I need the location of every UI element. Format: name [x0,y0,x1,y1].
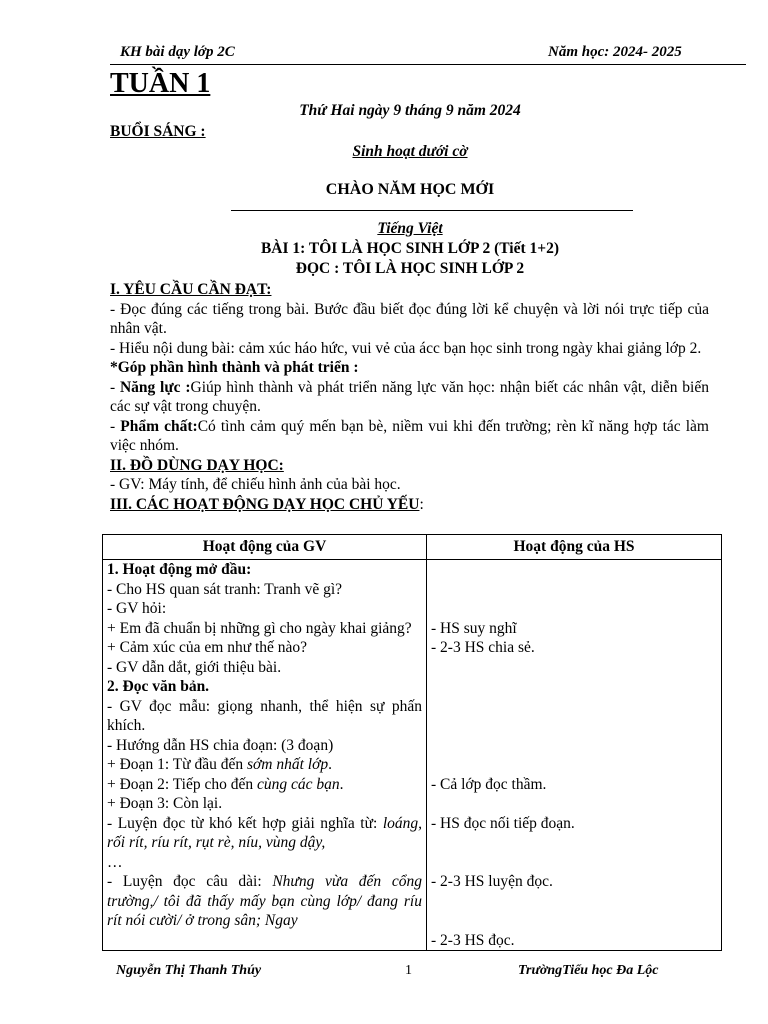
page-header [110,44,746,65]
gv-line: - GV dẫn dắt, giới thiệu bài. [107,658,282,676]
column-header-teacher: Hoạt động của GV [103,535,427,560]
footer-teacher: Nguyễn Thị Thanh Thúy [116,963,262,978]
reading-title: ĐỌC : TÔI LÀ HỌC SINH LỚP 2 [295,260,525,277]
hs-line: - 2-3 HS chia sẻ. [431,639,535,656]
spacer [431,658,717,775]
gv-italic-text: sớm nhất lớp [246,756,329,773]
gv-line: - Cho HS quan sát tranh: Tranh vẽ gì? [107,580,343,598]
section-activities-colon: : [419,495,424,513]
competency-label: Năng lực : [119,378,191,396]
section-materials-title: II. ĐỒ DÙNG DẠY HỌC: [110,456,284,474]
spacer [431,560,717,619]
quality-paragraph: - Phẩm chất:Có tình cảm quý mến bạn bè, niềm vui khi đến trường; rèn kĩ năng hợp tác làm việc nhóm. [110,417,709,454]
gv-text: . [328,756,332,773]
competency-paragraph: - Năng lực :Giúp hình thành và phát triển năng lực văn học: nhận biết các nhân vật, diễn biến các sự vật trong chuyện. [110,378,709,415]
hs-line: - 2-3 HS luyện đọc. [431,873,553,890]
hs-line: - HS đọc nối tiếp đoạn. [431,814,575,832]
hs-line: - 2-3 HS đọc. [431,931,515,949]
development-heading: *Góp phần hình thành và phát triển : [110,359,359,376]
gv-line: - GV đọc mẫu: giọng nhanh, thể hiện sự phấn khích. [107,697,422,734]
table-row [103,560,722,951]
divider [231,210,633,211]
quality-text: Có tình cảm quý mến bạn bè, niềm vui khi đến trường; rèn kĩ năng hợp tác làm việc nhóm. [110,417,709,454]
gv-line [107,872,422,931]
student-activities-cell [427,560,722,951]
competency-text: Giúp hình thành và phát triển năng lực văn học: nhận biết các nhân vật, diễn biến các sự vật trong chuyện. [110,378,709,415]
gv-text: + Đoạn 2: Tiếp cho đến [107,775,257,793]
hs-line: - HS suy nghĩ [431,619,517,637]
lesson-title: BÀI 1: TÔI LÀ HỌC SINH LỚP 2 (Tiết 1+2) [260,240,560,257]
spacer [431,892,717,931]
gv-line: + Đoạn 3: Còn lại. [107,795,223,812]
activities-table [102,534,722,951]
gv-italic-text: Nhưng vừa đến cổng trường,/ tôi đã thấy mấy bạn cùng lớp/ đang ríu rít nói cười/ ở trong sân; Ngay [107,873,422,929]
section-requirements-title: I. YÊU CẦU CẦN ĐẠT: [110,281,272,298]
requirement-2: - Hiểu nội dung bài: cảm xúc háo hức, vui vẻ của ácc bạn học sinh trong ngày khai giảng lớp 2. [110,339,702,357]
hs-line: - Cả lớp đọc thầm. [431,775,547,793]
requirement-1: - Đọc đúng các tiếng trong bài. Bước đầu biết đọc đúng lời kể chuyện và lời nói trực tiếp của nhân vật. [110,300,709,337]
new-year-heading: CHÀO NĂM HỌC MỚI [325,181,495,198]
gv-italic-text: cùng các bạn [256,775,340,793]
spacer [431,833,717,872]
gv-text: … [107,853,123,871]
gv-line [107,775,422,795]
header-class-plan: KH bài dạy lớp 2C [120,44,235,60]
quality-label: Phẩm chất: [120,417,198,435]
gv-italic-text: loáng, rối rít, ríu rít, rụt rè, níu, vùng dậy, [107,814,422,851]
section-activities-title-line [110,495,709,515]
session-label: BUỔI SÁNG : [110,123,206,140]
header-school-year: Năm học: 2024- 2025 [548,44,682,60]
materials-line: - GV: Máy tính, để chiếu hình ảnh của bài học. [110,476,401,493]
spacer [431,794,717,814]
lesson-body [110,280,709,514]
gv-line: - GV hỏi: [107,600,167,617]
footer-page-number: 1 [405,963,412,978]
gv-line [107,755,422,775]
gv-heading-2: 2. Đọc văn bản. [107,678,210,695]
gv-line [107,814,422,873]
gv-line: + Em đã chuẩn bị những gì cho ngày khai giảng? [107,619,412,637]
gv-text: - Luyện đọc câu dài: [107,873,273,890]
gv-heading-1: 1. Hoạt động mở đầu: [107,561,252,578]
table-header-row [103,535,722,560]
subject-title: Tiếng Việt [377,220,443,237]
teacher-activities-cell [103,560,427,951]
gv-text: - Luyện đọc từ khó kết hợp giải nghĩa từ: [107,814,383,832]
section-activities-title: III. CÁC HOẠT ĐỘNG DẠY HỌC CHỦ YẾU [110,495,420,513]
flag-activity: Sinh hoạt dưới cờ [352,143,468,160]
footer-school: TrườngTiểu học Đa Lộc [518,963,659,978]
gv-text: . [339,775,344,793]
week-title: TUẦN 1 [110,68,211,99]
column-header-student: Hoạt động của HS [427,535,722,560]
gv-line: - Hướng dẫn HS chia đoạn: (3 đoạn) [107,736,334,754]
lesson-date: Thứ Hai ngày 9 tháng 9 năm 2024 [299,102,521,119]
gv-text: + Đoạn 1: Từ đầu đến [107,756,247,773]
gv-line: + Cảm xúc của em như thế nào? [107,639,308,656]
